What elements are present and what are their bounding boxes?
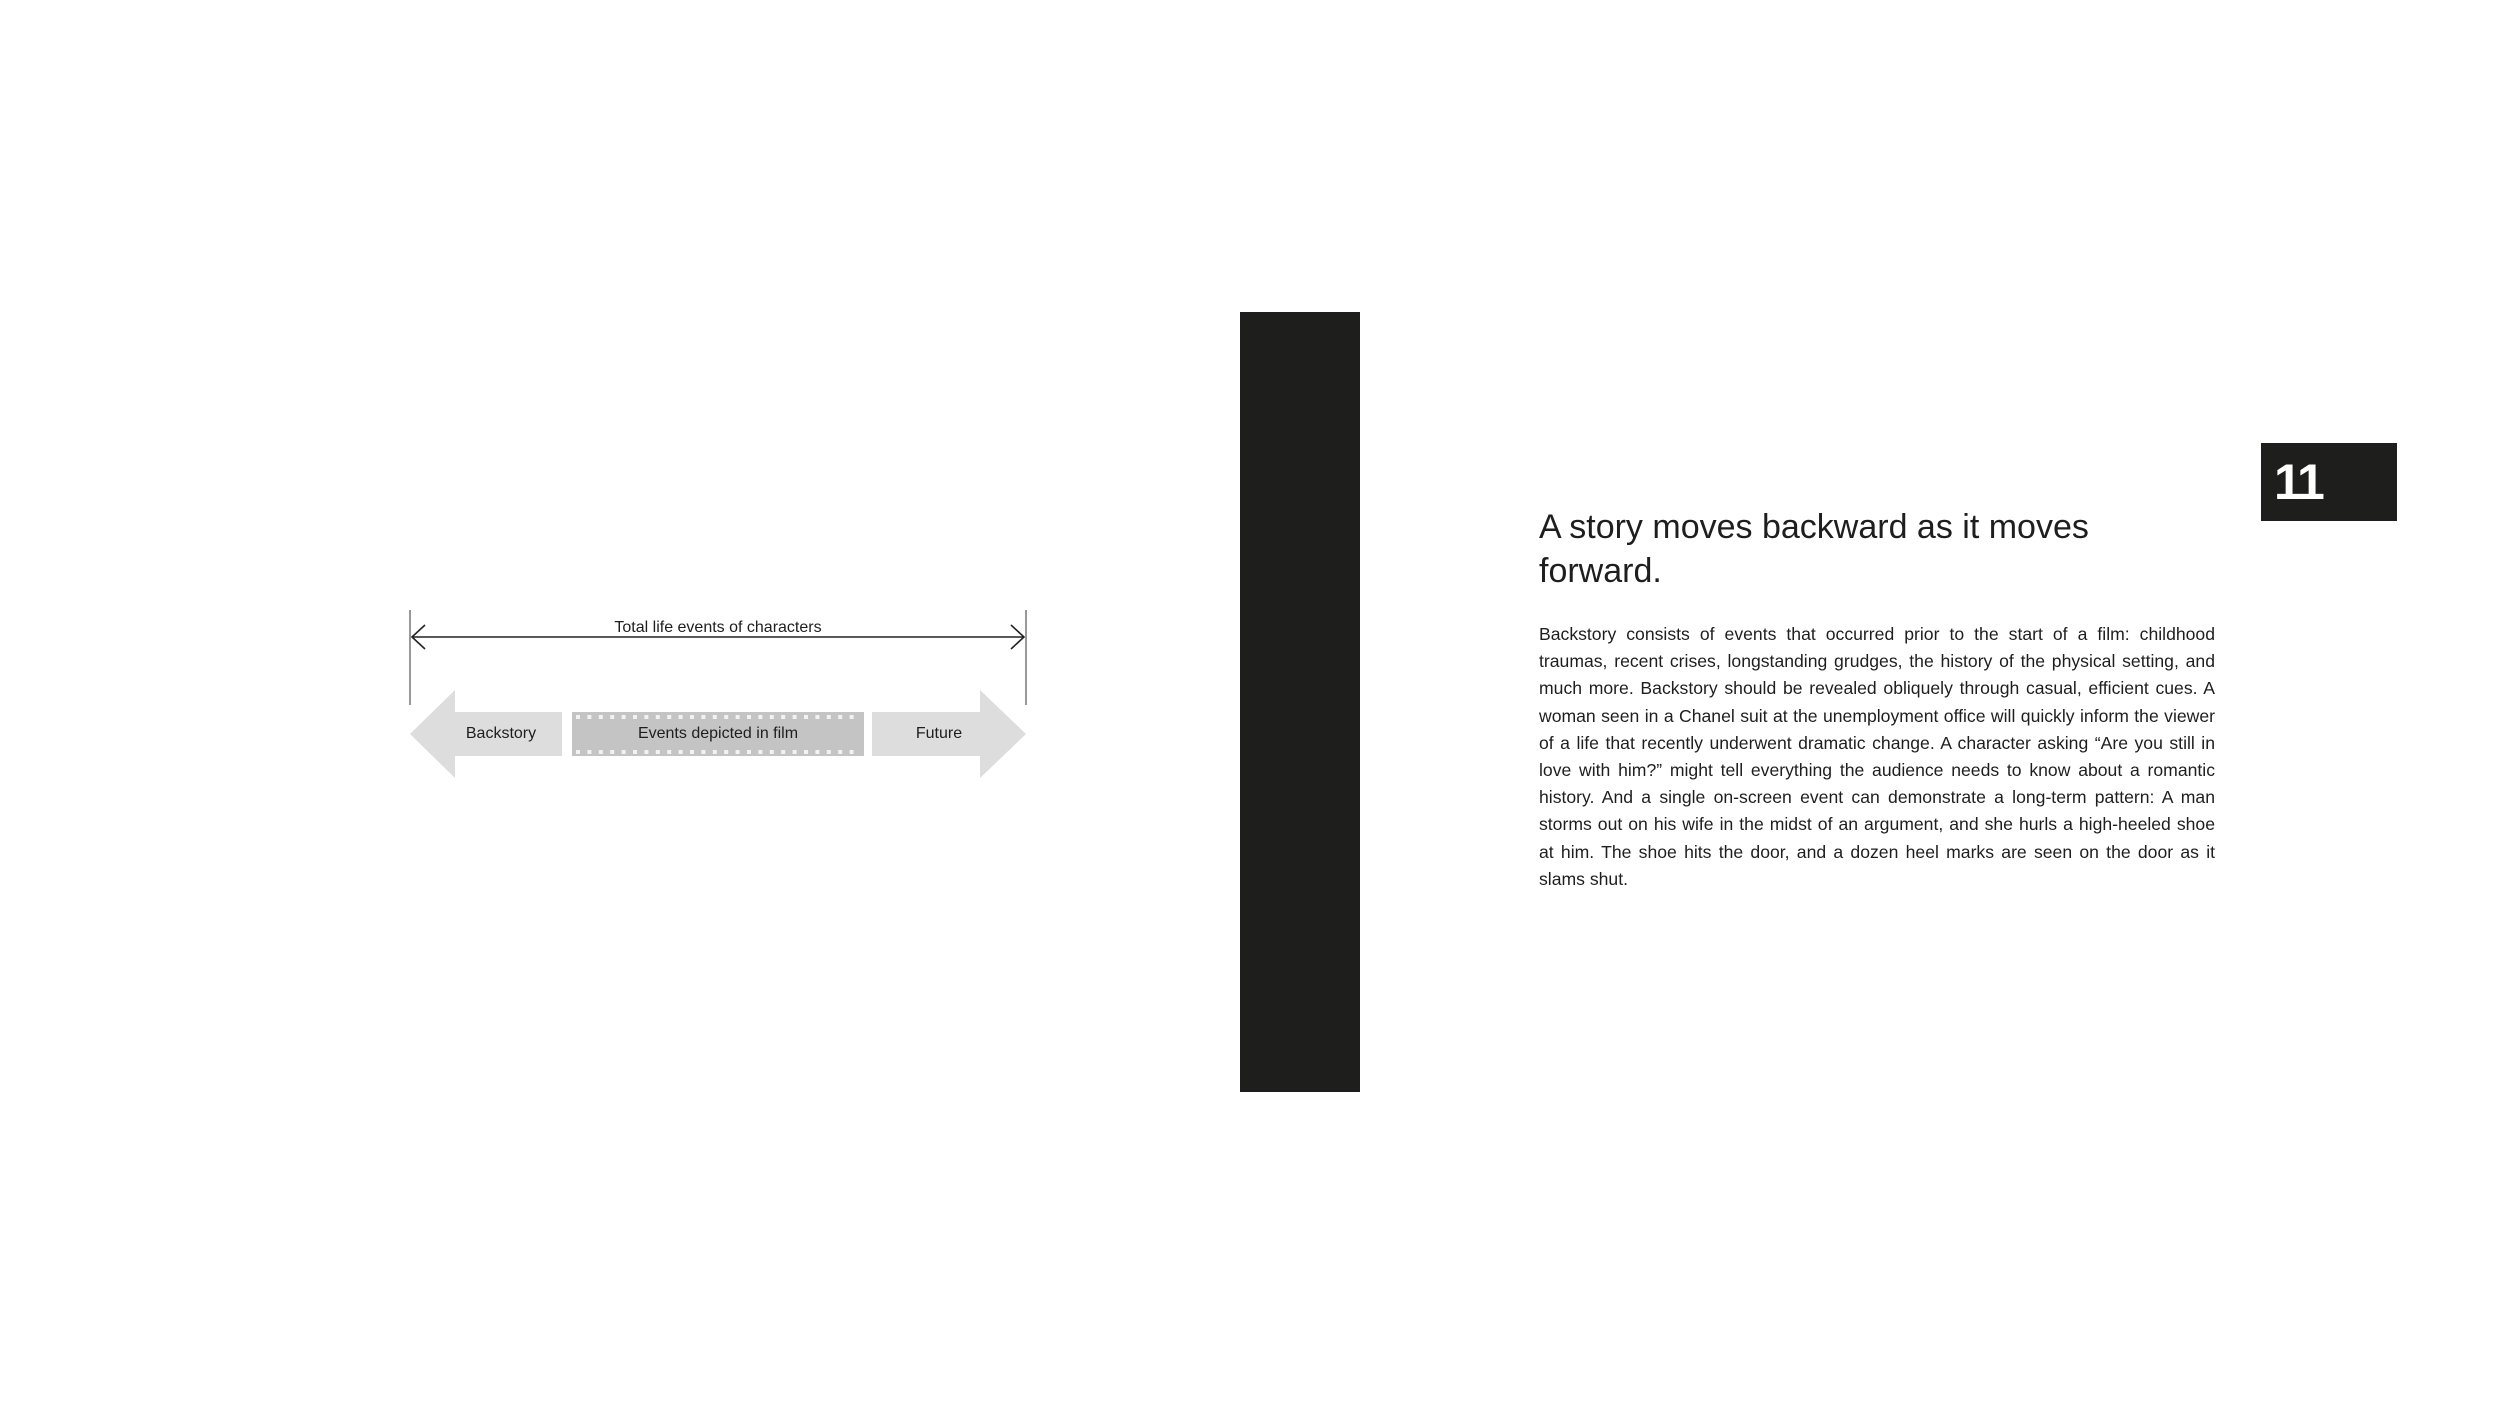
sprocket-hole [701,715,705,719]
sprocket-hole [781,750,785,754]
sprocket-hole [599,750,603,754]
sprocket-hole [644,750,648,754]
sprocket-hole [736,715,740,719]
backstory-label: Backstory [465,725,537,742]
sprocket-hole [850,715,854,719]
sprocket-hole [747,715,751,719]
sprocket-hole [815,750,819,754]
sprocket-hole [633,715,637,719]
sprocket-hole [679,715,683,719]
sprocket-hole [758,750,762,754]
sprocket-hole [736,750,740,754]
sprocket-hole [827,750,831,754]
sprocket-hole [850,750,854,754]
timeline-diagram [400,600,1050,800]
sprocket-hole [781,715,785,719]
sprocket-hole [587,750,591,754]
future-label: Future [915,725,963,742]
sprocket-hole [838,750,842,754]
sprocket-hole [610,715,614,719]
sprocket-hole [713,715,717,719]
film-events-label: Events depicted in film [637,725,799,742]
sprocket-hole [793,715,797,719]
sprocket-hole [827,715,831,719]
sprocket-hole [770,715,774,719]
sprocket-hole [724,715,728,719]
sprocket-hole [758,715,762,719]
sprocket-hole [815,715,819,719]
sprocket-hole [667,715,671,719]
sprocket-hole [622,750,626,754]
sprocket-hole [599,715,603,719]
sprocket-hole [690,715,694,719]
sprocket-hole [576,715,580,719]
sprocket-hole [610,750,614,754]
body-paragraph: Backstory consists of events that occurred prior to the start of a film: childhood traumas, recent crises, longstanding grudges, the history of the physical setting, and much more. Backstory should be revealed obliquely through casual, efficient cues. A woman seen in a Chanel suit at the unemployment office will quickly inform the viewer of a life that recently underwent dramatic change. A character asking “Are you still in love with him?” might tell everything the audience needs to know about a romantic history. And a single on-screen event can demonstrate a long-term pattern: A man storms out on his wife in the midst of an argument, and she hurls a high-heeled shoe at him. The shoe hits the door, and a dozen heel marks are seen on the door as it slams shut. [1539,624,2215,889]
sprocket-hole [724,750,728,754]
sprocket-hole [793,750,797,754]
sprocket-hole [622,715,626,719]
total-events-label: Total life events of characters [614,619,822,636]
sprocket-hole [701,750,705,754]
book-spine [1240,312,1360,1092]
sprocket-hole [587,715,591,719]
sprocket-hole [690,750,694,754]
sprocket-hole [679,750,683,754]
sprocket-hole [804,750,808,754]
sprocket-hole [804,715,808,719]
sprocket-hole [633,750,637,754]
page-number-badge: 11 [2261,443,2397,521]
sprocket-hole [747,750,751,754]
sprocket-hole [667,750,671,754]
sprocket-hole [656,750,660,754]
page-heading: A story moves backward as it moves forward. [1539,508,2089,590]
sprocket-hole [644,715,648,719]
sprocket-hole [576,750,580,754]
sprocket-hole [656,715,660,719]
sprocket-hole [713,750,717,754]
sprocket-hole [838,715,842,719]
sprocket-hole [770,750,774,754]
